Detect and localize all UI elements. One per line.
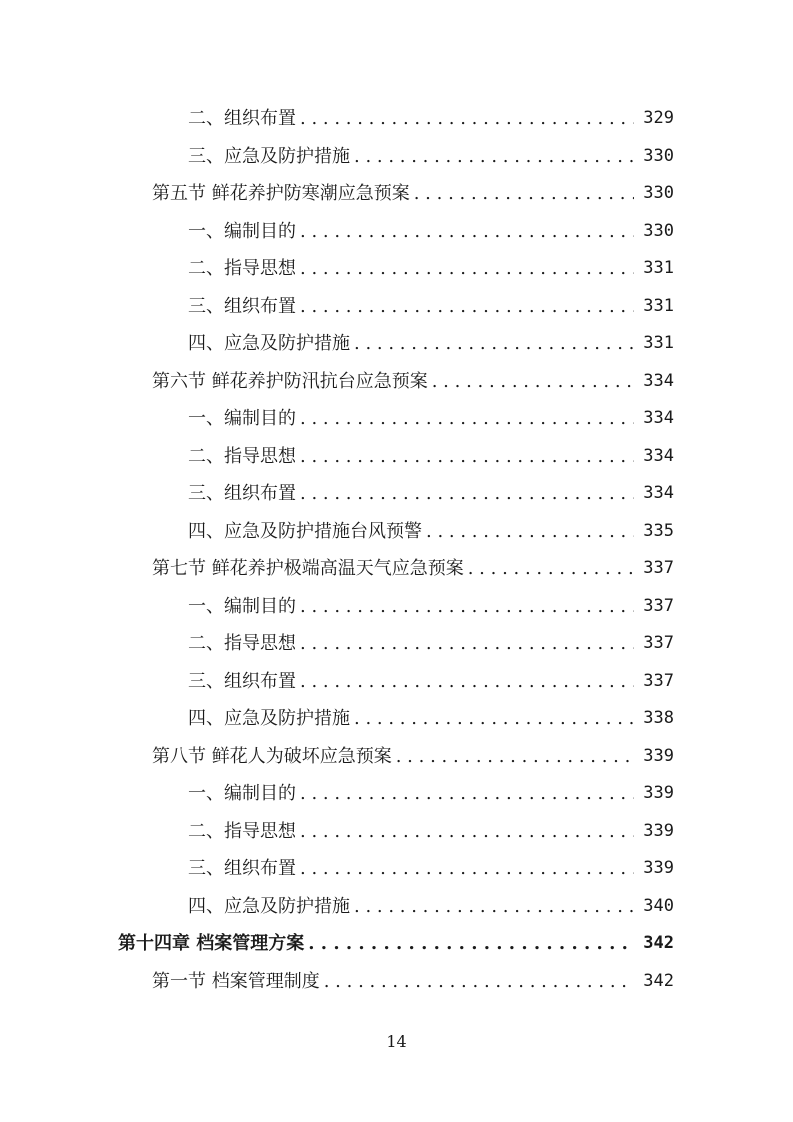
toc-entry-page: 330 xyxy=(643,220,674,241)
toc-dot-leader xyxy=(414,175,634,213)
toc-entry-page: 339 xyxy=(643,783,674,803)
toc-dot-leader xyxy=(300,213,634,251)
toc-entry-page: 339 xyxy=(643,858,674,878)
toc-entry[interactable] xyxy=(0,513,793,551)
toc-entry-title: 第八节 鲜花人为破坏应急预案 xyxy=(152,745,392,767)
toc-entry-page: 331 xyxy=(643,295,674,316)
toc-dot-leader xyxy=(432,363,634,401)
toc-entry[interactable] xyxy=(0,400,793,438)
toc-entry-page: 331 xyxy=(643,333,674,353)
toc-entry-title: 一、编制目的 xyxy=(188,220,296,242)
toc-dot-leader xyxy=(426,513,634,551)
toc-entry[interactable] xyxy=(0,438,793,476)
toc-entry-page: 342 xyxy=(643,933,674,953)
toc-entry-title: 第十四章 档案管理方案 xyxy=(118,933,305,954)
toc-entry-page: 334 xyxy=(643,483,674,503)
toc-entry-title: 三、组织布置 xyxy=(188,670,296,692)
toc-entry-page: 342 xyxy=(643,970,674,991)
toc-entry-page: 334 xyxy=(643,445,674,466)
toc-entry-title: 四、应急及防护措施 xyxy=(188,708,350,729)
toc-entry[interactable] xyxy=(0,850,793,888)
toc-entry-page: 330 xyxy=(643,145,674,166)
toc-entry[interactable] xyxy=(0,663,793,701)
toc-entry-title: 三、应急及防护措施 xyxy=(188,145,350,167)
toc-entry[interactable] xyxy=(0,588,793,626)
toc-entry[interactable] xyxy=(0,775,793,813)
toc-entry-page: 340 xyxy=(643,895,674,916)
toc-entry-page: 331 xyxy=(643,258,674,278)
toc-dot-leader xyxy=(300,625,634,663)
toc-entry[interactable] xyxy=(0,813,793,851)
toc-dot-leader xyxy=(354,700,634,738)
toc-dot-leader xyxy=(354,325,634,363)
toc-entry-title: 三、组织布置 xyxy=(188,858,296,879)
toc-entry-title: 一、编制目的 xyxy=(188,408,296,429)
toc-entry-page: 334 xyxy=(643,370,674,391)
toc-dot-leader xyxy=(300,588,634,626)
toc-dot-leader xyxy=(300,775,634,813)
toc-entry[interactable] xyxy=(0,100,793,138)
toc-dot-leader xyxy=(300,250,634,288)
toc-dot-leader xyxy=(354,138,634,176)
toc-entry-title: 四、应急及防护措施 xyxy=(188,333,350,354)
toc-entry[interactable] xyxy=(0,625,793,663)
toc-entry-title: 第一节 档案管理制度 xyxy=(152,970,320,992)
toc-entry[interactable] xyxy=(0,138,793,176)
toc-entry-title: 二、指导思想 xyxy=(188,445,296,467)
toc-dot-leader xyxy=(300,850,634,888)
toc-dot-leader xyxy=(300,100,634,138)
toc-dot-leader xyxy=(300,288,634,326)
toc-entry[interactable] xyxy=(0,288,793,326)
toc-entry[interactable] xyxy=(0,550,793,588)
toc-entry[interactable] xyxy=(0,250,793,288)
toc-entry-page: 337 xyxy=(643,595,674,616)
toc-entry-page: 330 xyxy=(643,183,674,203)
toc-entry-title: 三、组织布置 xyxy=(188,483,296,504)
toc-dot-leader xyxy=(324,963,634,1001)
toc-entry-page: 337 xyxy=(643,670,674,691)
toc-entry-page: 337 xyxy=(643,633,674,653)
toc-dot-leader xyxy=(300,400,634,438)
toc-entry-title: 一、编制目的 xyxy=(188,595,296,617)
toc-entry-page: 339 xyxy=(643,820,674,841)
toc-entry[interactable] xyxy=(0,738,793,776)
toc-entry[interactable] xyxy=(0,325,793,363)
toc-entry-title: 四、应急及防护措施台风预警 xyxy=(188,520,422,542)
toc-entry-title: 四、应急及防护措施 xyxy=(188,895,350,917)
toc-entry[interactable] xyxy=(0,925,793,963)
toc-dot-leader xyxy=(468,550,634,588)
toc-entry-page: 329 xyxy=(643,108,674,128)
toc-entry[interactable] xyxy=(0,888,793,926)
toc-entry-title: 二、组织布置 xyxy=(188,108,296,129)
toc-entry-page: 335 xyxy=(643,520,674,541)
toc-entry[interactable] xyxy=(0,363,793,401)
toc-dot-leader xyxy=(300,475,634,513)
toc-entry-page: 339 xyxy=(643,745,674,766)
toc-entry-page: 338 xyxy=(643,708,674,728)
toc-dot-leader xyxy=(396,738,634,776)
toc-entry-title: 三、组织布置 xyxy=(188,295,296,317)
toc-entry[interactable] xyxy=(0,963,793,1001)
toc-entry-title: 第六节 鲜花养护防汛抗台应急预案 xyxy=(152,370,428,392)
table-of-contents xyxy=(0,100,793,1000)
toc-entry[interactable] xyxy=(0,475,793,513)
toc-entry[interactable] xyxy=(0,700,793,738)
toc-dot-leader xyxy=(354,888,634,926)
toc-entry-title: 二、指导思想 xyxy=(188,820,296,842)
toc-entry-page: 334 xyxy=(643,408,674,428)
toc-entry-title: 第五节 鲜花养护防寒潮应急预案 xyxy=(152,183,410,204)
toc-entry[interactable] xyxy=(0,213,793,251)
toc-dot-leader xyxy=(308,925,634,963)
toc-dot-leader xyxy=(300,438,634,476)
toc-entry-title: 二、指导思想 xyxy=(188,258,296,279)
page-number: 14 xyxy=(386,1032,407,1051)
toc-entry-title: 一、编制目的 xyxy=(188,783,296,804)
toc-dot-leader xyxy=(300,813,634,851)
toc-dot-leader xyxy=(300,663,634,701)
toc-entry-title: 第七节 鲜花养护极端高温天气应急预案 xyxy=(152,558,464,579)
toc-entry[interactable] xyxy=(0,175,793,213)
toc-entry-title: 二、指导思想 xyxy=(188,633,296,654)
toc-entry-page: 337 xyxy=(643,558,674,578)
